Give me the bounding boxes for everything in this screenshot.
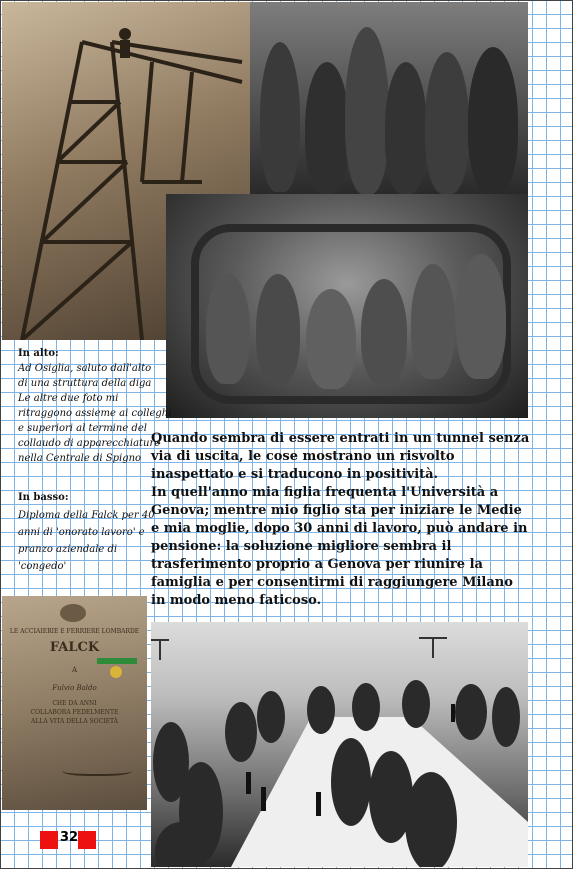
caption-top-line: e superiori al termine del xyxy=(18,423,147,434)
diploma-body-line: ALLA VITA DELLA SOCIETÀ xyxy=(31,718,118,725)
caption-top-line: collaudo di apparecchiature xyxy=(18,438,161,449)
figure xyxy=(305,62,349,194)
diploma-header: LE ACCIAIERIE E FERRIERE LOMBARDE xyxy=(9,628,140,635)
caption-bottom-line: 'congedo' xyxy=(18,561,67,572)
paragraph-1: Quando sembra di essere entrati in un tunnel senza via di uscita, le cose mostrano un risvolto inaspettato e si traducono in positività. xyxy=(151,431,530,482)
caption-top-line: nella Centrale di Spigno xyxy=(18,453,142,464)
caption-top xyxy=(18,346,171,466)
figure xyxy=(260,42,300,192)
caption-bottom-line: Diploma della Falck per 40 xyxy=(18,510,155,521)
caption-bottom xyxy=(18,490,155,575)
figure xyxy=(468,47,518,194)
banquet-scene xyxy=(151,622,528,867)
diploma-recipient-prefix: A xyxy=(71,666,78,674)
caption-top-heading: In alto: xyxy=(18,348,59,359)
page-marker-right xyxy=(78,831,96,849)
figure xyxy=(425,52,469,194)
figure xyxy=(306,289,356,389)
page-number: 32 xyxy=(60,830,79,845)
paragraph-2: In quell'anno mia figlia frequenta l'Università a Genova; mentre mio figlio sta per iniziare le Medie e mia moglie, dopo 30 anni di lavoro, può andare in pensione: la soluzione migliore sembra il trasferimento proprio a Genova per riunire la famiglia e per consentirmi di raggiungere Milano in modo meno faticoso. xyxy=(151,485,528,608)
diploma-ribbon xyxy=(97,658,137,664)
diploma-medal xyxy=(110,666,122,678)
page-marker-left xyxy=(40,831,58,849)
caption-top-line: Ad Osiglia, saluto dall'alto xyxy=(18,363,152,374)
diploma-signature xyxy=(62,764,132,776)
caption-bottom-line: pranzo aziendale di xyxy=(18,544,118,555)
figure xyxy=(361,279,407,384)
caption-top-line: di una struttura della diga xyxy=(18,378,152,389)
diploma-emblem xyxy=(60,604,86,622)
figure xyxy=(206,274,250,384)
figure xyxy=(456,254,506,379)
figure xyxy=(345,27,389,194)
photo-tunnel-workers xyxy=(166,194,528,418)
caption-bottom-line: anni di 'onorato lavoro' e xyxy=(18,527,145,538)
figure xyxy=(385,62,427,194)
diploma-body-line: COLLABORA FEDELMENTE xyxy=(30,709,119,716)
photo-farewell-banquet xyxy=(151,622,528,867)
diploma-recipient: Fulvio Baldo xyxy=(52,684,97,692)
main-text xyxy=(151,430,531,610)
figure xyxy=(411,264,455,379)
figure xyxy=(256,274,300,384)
caption-bottom-heading: In basso: xyxy=(18,492,69,503)
diploma-company: FALCK xyxy=(49,640,100,655)
diploma-body-line: CHE DA ANNI xyxy=(52,700,97,707)
photo-colleagues-group xyxy=(250,2,528,194)
caption-top-line: Le altre due foto mi xyxy=(18,393,119,404)
caption-top-line: ritraggono assieme ai colleghi xyxy=(18,408,172,419)
photo-falck-diploma xyxy=(2,596,147,810)
